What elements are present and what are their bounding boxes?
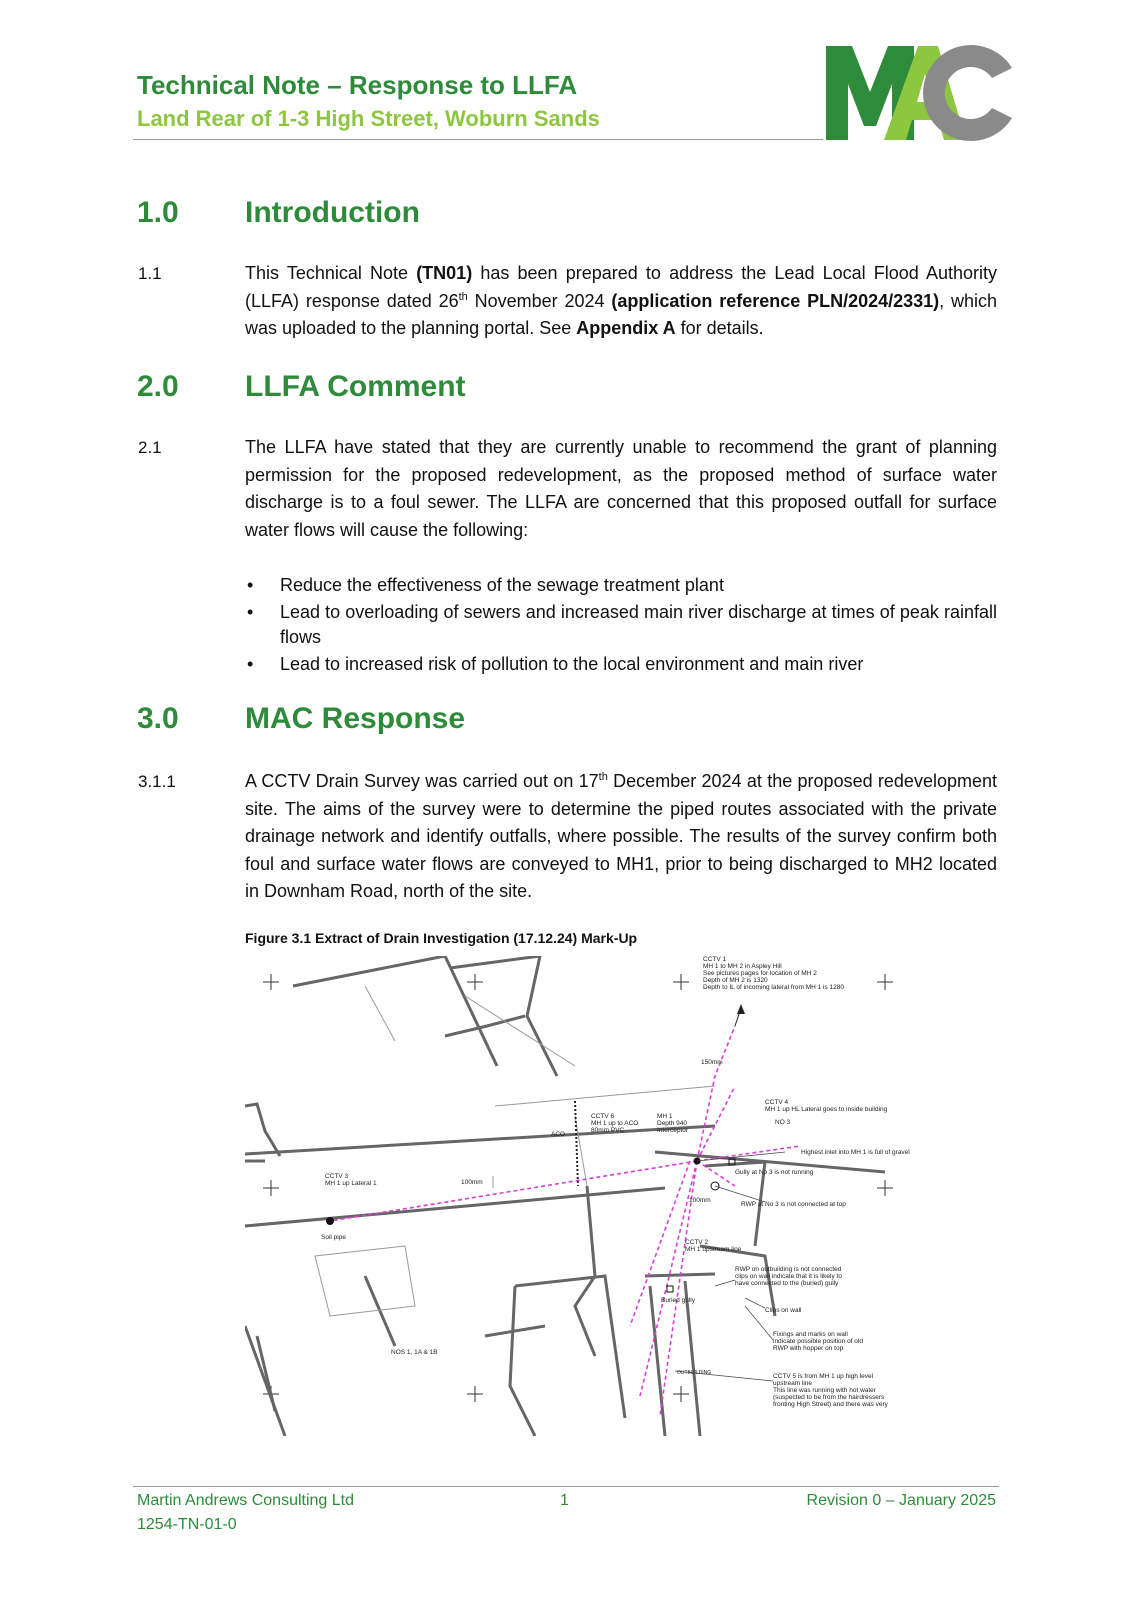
para-1-1-number: 1.1	[138, 264, 162, 283]
footer-page-number: 1	[560, 1492, 569, 1509]
clips-on-wall-label: Clips on wall	[765, 1307, 802, 1314]
svg-text:CCTV 4MH 1 up HL Lateral goes: CCTV 4 MH 1 up HL Lateral goes to inside building	[765, 1099, 888, 1113]
drain-routes	[330, 1026, 800, 1416]
soil-pipe-label: Soil pipe	[321, 1234, 346, 1241]
section-2-number: 2.0	[137, 370, 179, 403]
footer-doc-ref: 1254-TN-01-0	[137, 1516, 237, 1533]
section-3-title: MAC Response	[245, 702, 466, 735]
drain-survey-plan	[245, 956, 925, 1436]
header-title: Technical Note – Response to LLFA	[137, 70, 578, 100]
para-2-1: The LLFA have stated that they are currently unable to recommend the grant of planning permission for the proposed redevelopment, as the proposed method of surface water discharge is to a foul sewer. The LLFA are concerned that this proposed outfall for surface water flows will cause the following:	[245, 437, 997, 540]
svg-text:CCTV 3MH 1 up Lateral 1: CCTV 3 MH 1 up Lateral 1	[325, 1173, 377, 1187]
gully-no3-label: Gully at No 3 is not running	[735, 1169, 814, 1176]
rwp-no3-label: RWP at No 3 is not connected at top	[741, 1201, 846, 1208]
svg-text:Fixings and marks on wallindic: Fixings and marks on wall indicate possible position of old RWP with hopper on top	[773, 1331, 863, 1352]
footer-revision: Revision 0 – January 2025	[806, 1492, 996, 1509]
soil-pipe-marker	[326, 1217, 334, 1225]
nos-label: NOS 1, 1A & 1B	[391, 1349, 438, 1356]
svg-text:CCTV 1MH 1 to MH 2 in Aspley H: CCTV 1 MH 1 to MH 2 in Aspley Hill See pictures pages for location of MH 2 Depth of MH 2 is 1320 Depth to IL of incoming lateral from MH 1 is 1280	[703, 956, 845, 991]
svg-text:RWP on outbuilding is not conn: RWP on outbuilding is not connected clips on wall indicate that it is likely to have connected to the (buried) gully	[735, 1266, 842, 1287]
mac-logo	[826, 42, 1016, 142]
svg-text:CCTV 5 is from MH 1 up high le: CCTV 5 is from MH 1 up high level upstream line This line was running with hot water (suspected to be from the hairdressers fronting High Street) and there was very	[773, 1373, 888, 1408]
aco-label: ACO	[551, 1131, 566, 1138]
building-outlines	[245, 956, 885, 1436]
buried-gully-marker	[667, 1286, 673, 1292]
highest-inlet-label: Highest inlet into MH 1 is full of gravel	[801, 1149, 910, 1156]
thin-lines	[315, 986, 715, 1316]
outbuilding-label: OUTBUILDING	[677, 1370, 712, 1376]
footer-rule	[133, 1486, 999, 1487]
para-3-1-1-number: 3.1.1	[138, 772, 176, 791]
figure-caption: Figure 3.1 Extract of Drain Investigation (17.12.24) Mark-Up	[245, 930, 638, 946]
para-2-1-number: 2.1	[138, 438, 162, 457]
footer-company: Martin Andrews Consulting Ltd	[137, 1492, 354, 1509]
list-item: • Lead to increased risk of pollution to the local environment and main river	[247, 654, 864, 674]
para-1-1: This Technical Note (TN01) has been prepared to address the Lead Local Flood Authority (LLFA) response dated 26th November 2024 (application reference PLN/2024/2331), which was uploaded to the planning portal. See Appendix A for details.	[245, 263, 998, 338]
pipe-100mm-label-b: 100mm	[689, 1197, 711, 1204]
pipe-150mm-label: 150mm	[701, 1059, 723, 1066]
header-subtitle: Land Rear of 1-3 High Street, Woburn Sands	[137, 106, 600, 131]
concerns-list	[245, 573, 997, 679]
section-1-number: 1.0	[137, 196, 179, 229]
no3-label: NO 3	[775, 1119, 791, 1126]
section-2-title: LLFA Comment	[245, 370, 466, 403]
buried-gully-label: Buried gully	[661, 1297, 695, 1304]
para-3-1-1: A CCTV Drain Survey was carried out on 17th December 2024 at the proposed redevelopment site. The aims of the survey were to determine the piped routes associated with the private drainage network and identify outfalls, where possible. The results of the survey confirm both foul and surface water flows are conveyed to MH1, prior to being discharged to MH2 located in Downham Road, north of the site.	[245, 771, 997, 901]
list-item: • Reduce the effectiveness of the sewage treatment plant	[247, 575, 724, 595]
section-3-number: 3.0	[137, 702, 179, 735]
header-rule	[133, 139, 823, 140]
svg-text:CCTV 6MH 1 up to ACO80mm PVC: CCTV 6 MH 1 up to ACO 80mm PVC	[591, 1113, 639, 1134]
svg-text:MH 1Depth 940Interceptor: MH 1 Depth 940 Interceptor	[657, 1113, 689, 1134]
svg-text:CCTV 2MH 1 upstream line: CCTV 2 MH 1 upstream line	[685, 1239, 742, 1253]
section-1-title: Introduction	[245, 196, 420, 229]
aco-channel	[575, 1101, 578, 1186]
list-item: • Lead to overloading of sewers and increased main river discharge at times of peak rainfall flows	[247, 602, 997, 647]
pipe-100mm-label-a: 100mm	[461, 1179, 483, 1186]
